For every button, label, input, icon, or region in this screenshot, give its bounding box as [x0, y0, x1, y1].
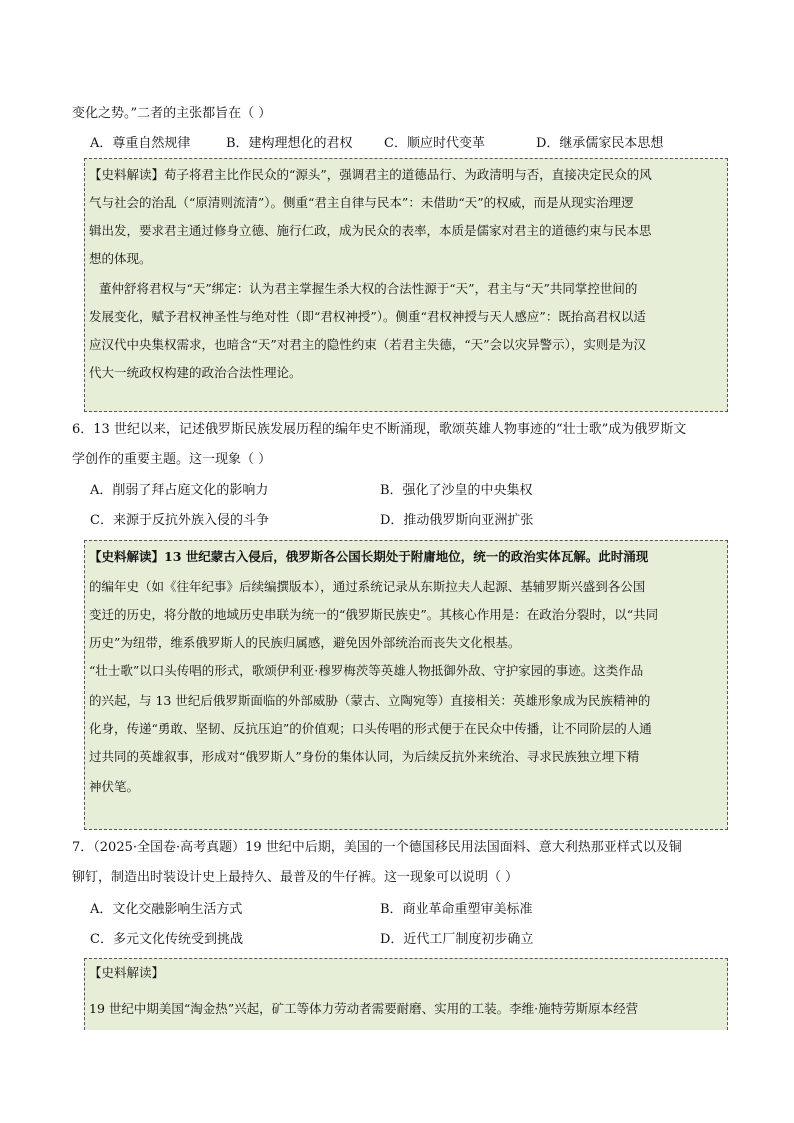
- q5-option-a[interactable]: A．尊重自然规律: [90, 136, 191, 151]
- analysis-line: 气与社会的治乱（“原清则流清”）。侧重“君主自律与民本”：未借助“天”的权威，而是从现实治理逻: [89, 195, 634, 210]
- analysis-line: 代大一统政权构建的政治合法性理论。: [89, 365, 302, 380]
- analysis-line: “壮士歌”以口头传唱的形式，歌颂伊利亚·穆罗梅茨等英雄人物抵御外敌、守护家园的事迹。这类作品: [89, 663, 644, 678]
- analysis-box-q6: [84, 540, 728, 830]
- analysis-line: 发展变化，赋予君权神圣性与绝对性（即“君权神授”）。侧重“君权神授与天人感应”：既抬高君权以适: [89, 309, 646, 324]
- analysis-line: 过共同的英雄叙事，形成对“俄罗斯人”身份的集体认同，为后续反抗外来统治、寻求民族独立埋下精: [89, 749, 640, 764]
- analysis-line: 【史料解读】荀子将君主比作民众的“源头”，强调君主的道德品行、为政清明与否，直接决定民众的风: [89, 167, 652, 182]
- q7-option-d[interactable]: D．近代工厂制度初步确立: [380, 932, 534, 947]
- analysis-line: 想的体现。: [89, 251, 152, 266]
- q6-option-b[interactable]: B．强化了沙皇的中央集权: [380, 483, 533, 498]
- q5-stem-tail: 变化之势。”二者的主张都旨在（ ）: [72, 106, 272, 121]
- q6-stem-line2: 学创作的重要主题。这一现象（ ）: [72, 452, 272, 467]
- analysis-line: 化身，传递“勇敢、坚韧、反抗压迫”的价值观；口头传唱的形式便于在民众中传播，让不同阶层的人通: [89, 721, 652, 736]
- analysis-line: 的兴起，与 13 世纪后俄罗斯面临的外部威胁（蒙古、立陶宛等）直接相关：英雄形象成为民族精神的: [89, 693, 651, 708]
- analysis-line: 历史”为纽带，维系俄罗斯人的民族归属感，避免因外部统治而丧失文化根基。: [89, 635, 521, 650]
- q7-option-c[interactable]: C．多元文化传统受到挑战: [90, 932, 243, 947]
- q5-option-b[interactable]: B．建构理想化的君权: [226, 136, 353, 151]
- q6-option-c[interactable]: C．来源于反抗外族入侵的斗争: [90, 513, 269, 528]
- analysis-line: 【史料解读】13 世纪蒙古入侵后，俄罗斯各公国长期处于附庸地位，统一的政治实体瓦解。此时涌现: [89, 549, 649, 564]
- analysis-line: 【史料解读】: [89, 965, 165, 980]
- q7-option-a[interactable]: A．文化交融影响生活方式: [90, 902, 243, 917]
- q6-option-a[interactable]: A．削弱了拜占庭文化的影响力: [90, 483, 269, 498]
- analysis-line: 的编年史（如《往年纪事》后续编撰版本），通过系统记录从东斯拉夫人起源、基辅罗斯兴盛到各公国: [89, 579, 646, 594]
- analysis-box-q7: [84, 958, 728, 1030]
- analysis-line: 辑出发，要求君主通过修身立德、施行仁政，成为民众的表率，本质是儒家对君主的道德约束与民本思: [89, 223, 652, 238]
- q6-stem-line1: 6．13 世纪以来，记述俄罗斯民族发展历程的编年史不断涌现，歌颂英雄人物事迹的“壮士歌”成为俄罗斯文: [72, 422, 687, 437]
- analysis-line: 变迁的历史，将分散的地域历史串联为统一的“俄罗斯民族史”。其核心作用是：在政治分裂时，以“共同: [89, 607, 659, 622]
- q5-option-c[interactable]: C．顺应时代变革: [384, 136, 485, 151]
- analysis-line: 神伏笔。: [89, 779, 140, 794]
- q7-stem-line1: 7．（2025·全国卷·高考真题）19 世纪中后期，美国的一个德国移民用法国面料、意大利热那亚样式以及铜: [72, 840, 682, 855]
- q7-stem-line2: 铆钉，制造出时装设计史上最持久、最普及的牛仔裤。这一现象可以说明（ ）: [72, 870, 519, 885]
- analysis-line: 董仲舒将君权与“天”绑定：认为君主掌握生杀大权的合法性源于“天”，君主与“天”共同掌控世间的: [99, 281, 638, 296]
- q7-option-b[interactable]: B．商业革命重塑审美标准: [380, 902, 533, 917]
- analysis-box-q5: [84, 158, 728, 412]
- analysis-line: 应汉代中央集权需求，也暗含“天”对君主的隐性约束（若君主失德，“天”会以灾异警示），实则是为汉: [89, 337, 646, 352]
- q5-option-d[interactable]: D．继承儒家民本思想: [536, 136, 664, 151]
- analysis-line: 19 世纪中期美国“淘金热”兴起，矿工等体力劳动者需要耐磨、实用的工装。李维·施特劳斯原本经营: [89, 1001, 639, 1016]
- q6-option-d[interactable]: D．推动俄罗斯向亚洲扩张: [380, 513, 534, 528]
